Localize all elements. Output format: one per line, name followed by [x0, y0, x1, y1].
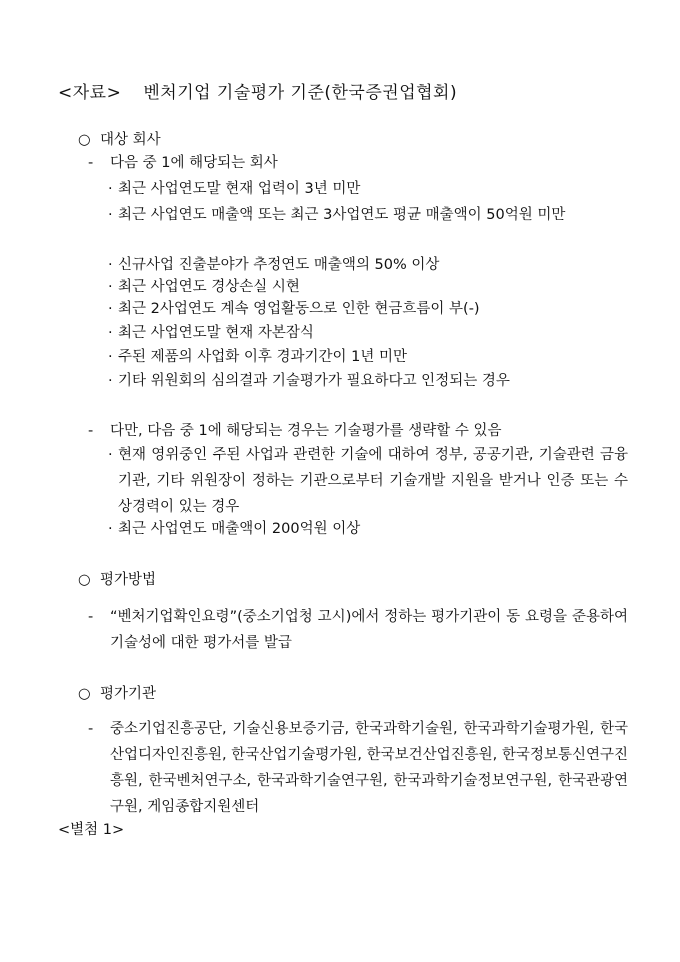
criteria-item-text: 최근 2사업연도 계속 영업활동으로 인한 현금흐름이 부(-) [118, 301, 480, 317]
section-heading: 대상 회사 [100, 132, 161, 148]
dash-marker: - [88, 155, 94, 171]
title-text: 벤처기업 기술평가 기준(한국증권업협회) [143, 83, 458, 103]
circle-bullet-icon: ○ [78, 572, 91, 588]
exemption-item [108, 442, 628, 520]
attachment-label: <별첨 1> [58, 822, 125, 838]
dash-marker: - [88, 423, 94, 439]
bullet-marker: · [108, 325, 113, 341]
criteria-item [108, 344, 628, 370]
dash-marker: - [88, 609, 94, 625]
exemption-item [108, 516, 628, 542]
section-evaluation-agencies-heading [78, 682, 156, 703]
section-heading: 평가방법 [100, 572, 157, 588]
bullet-marker: · [108, 373, 113, 389]
bullet-marker: · [108, 181, 113, 197]
circle-bullet-icon: ○ [78, 132, 91, 148]
criteria-item-text: 최근 사업연도 매출액 또는 최근 3사업연도 평균 매출액이 50억원 미만 [118, 207, 566, 223]
criteria-item [108, 320, 628, 346]
criteria-item-text: 주된 제품의 사업화 이후 경과기간이 1년 미만 [118, 349, 408, 365]
section-heading: 평가기관 [100, 686, 157, 702]
criteria-item-text: 최근 사업연도말 현재 업력이 3년 미만 [118, 181, 361, 197]
criteria-item [108, 202, 628, 228]
dash-item-agencies [88, 716, 628, 820]
bullet-marker: · [108, 521, 113, 537]
dash-text: 중소기업진흥공단, 기술신용보증기금, 한국과학기술원, 한국과학기술평가원, 한국산업디자인진흥원, 한국산업기술평가원, 한국보건산업진흥원, 한국정보통신연구진흥원, 한국벤처연구소, 한국과학기술연구원, 한국과학기술정보연구원, 한국관광연구원, 게임종합지원센터 [110, 721, 628, 815]
criteria-item-text: 신규사업 진출분야가 추정연도 매출액의 50% 이상 [118, 257, 440, 273]
criteria-item [108, 176, 628, 202]
dash-item-method [88, 604, 628, 656]
exemption-item-text: 현재 영위중인 주된 사업과 관련한 기술에 대하여 정부, 공공기관, 기술관련 금융기관, 기타 위원장이 정하는 기관으로부터 기술개발 지원을 받거나 인증 또는 수상경력이 있는 경우 [118, 447, 628, 515]
dash-item-exemption [88, 418, 628, 444]
document-title [58, 78, 457, 103]
dash-text: 다음 중 1에 해당되는 회사 [110, 155, 278, 171]
criteria-item [108, 296, 628, 322]
bullet-marker: · [108, 301, 113, 317]
section-evaluation-method-heading [78, 568, 156, 589]
bullet-marker: · [108, 257, 113, 273]
bullet-marker: · [108, 207, 113, 223]
circle-bullet-icon: ○ [78, 686, 91, 702]
exemption-item-text: 최근 사업연도 매출액이 200억원 이상 [118, 521, 361, 537]
section-target-companies-heading [78, 128, 161, 149]
dash-text: “벤처기업확인요령”(중소기업청 고시)에서 정하는 평가기관이 동 요령을 준용하여 기술성에 대한 평가서를 발급 [110, 609, 628, 651]
dash-item-criteria [88, 150, 628, 176]
criteria-item-text: 기타 위원회의 심의결과 기술평가가 필요하다고 인정되는 경우 [118, 373, 510, 389]
bullet-marker: · [108, 279, 113, 295]
dash-marker: - [88, 721, 94, 737]
criteria-item-text: 최근 사업연도말 현재 자본잠식 [118, 325, 314, 341]
criteria-item-text: 최근 사업연도 경상손실 시현 [118, 279, 300, 295]
title-tag: <자료> [58, 83, 122, 103]
dash-text: 다만, 다음 중 1에 해당되는 경우는 기술평가를 생략할 수 있음 [110, 423, 502, 439]
bullet-marker: · [108, 349, 113, 365]
bullet-marker: · [108, 447, 113, 463]
criteria-item [108, 368, 628, 394]
